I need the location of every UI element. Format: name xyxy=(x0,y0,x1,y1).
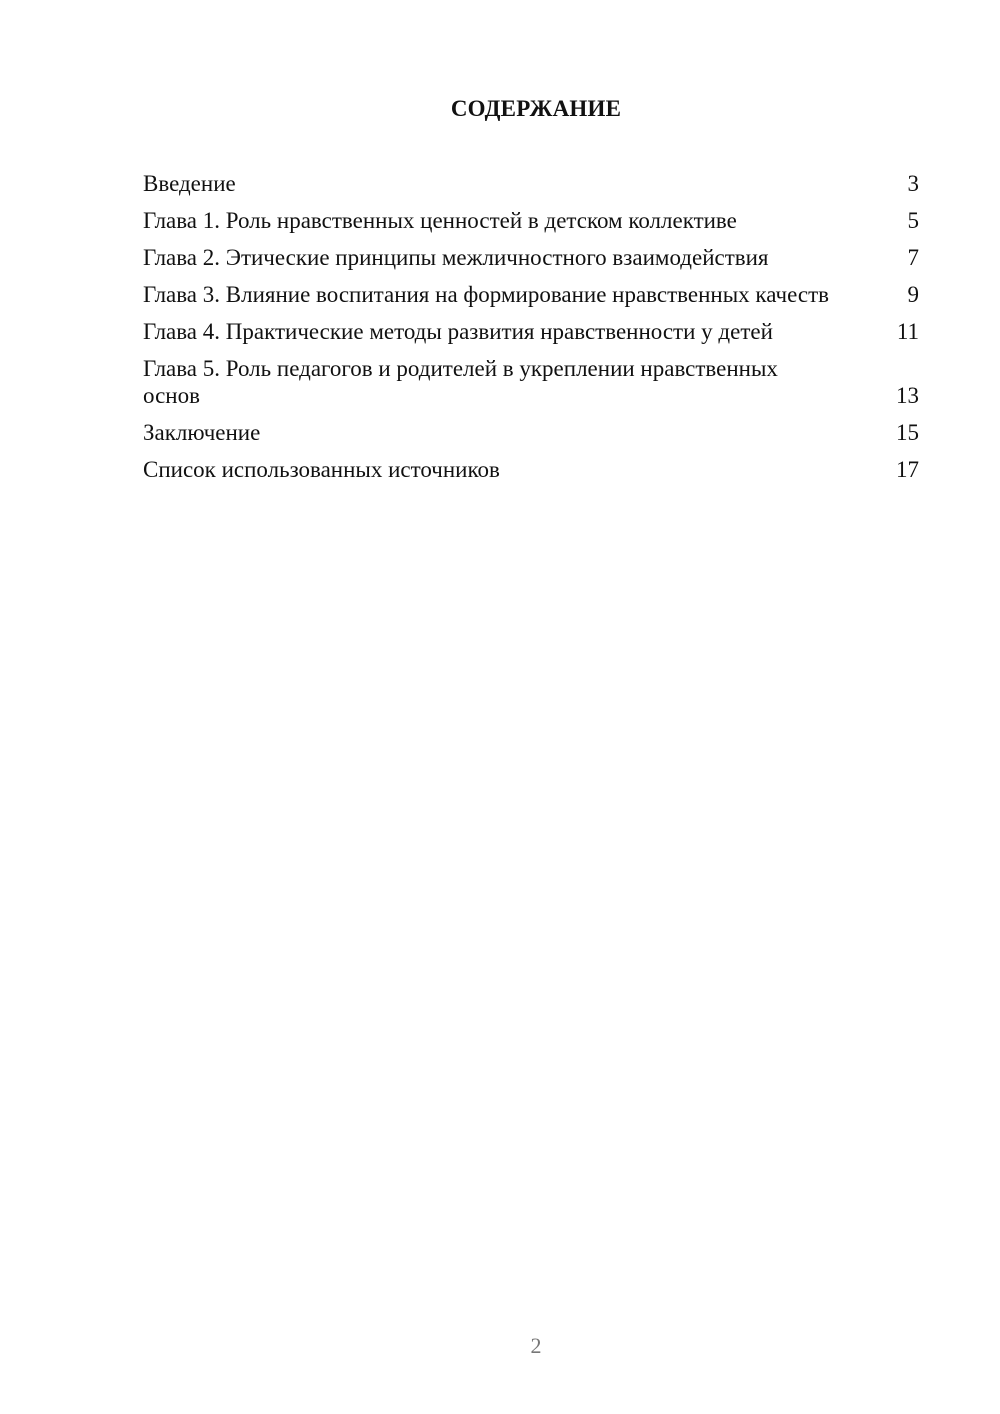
toc-entry-page: 7 xyxy=(907,245,919,270)
toc-entry-page: 5 xyxy=(907,208,919,233)
toc-entry-label: Глава 3. Влияние воспитания на формирование нравственных качеств xyxy=(143,282,830,307)
toc-entry-page: 17 xyxy=(896,457,919,482)
toc-entry-chapter-1 xyxy=(143,207,919,234)
toc-entry-page: 13 xyxy=(896,383,919,408)
toc-entry-label: Список использованных источников xyxy=(143,457,500,482)
toc-entry-introduction xyxy=(143,170,919,197)
toc-title: СОДЕРЖАНИЕ xyxy=(450,96,622,121)
toc-entry-references xyxy=(143,456,919,483)
toc-entry-page: 11 xyxy=(896,319,919,344)
toc-entry-conclusion xyxy=(143,419,919,446)
toc-entry-chapter-2 xyxy=(143,244,919,271)
toc-entry-label: Заключение xyxy=(143,420,261,445)
toc-entry-chapter-3 xyxy=(143,281,919,308)
toc-entry-label: Глава 5. Роль педагогов и родителей в укреплении нравственных основ xyxy=(143,356,778,408)
toc-entry-label: Глава 2. Этические принципы межличностного взаимодействия xyxy=(143,245,769,270)
toc-entry-label: Глава 1. Роль нравственных ценностей в детском коллективе xyxy=(143,208,737,233)
toc-entry-label: Глава 4. Практические методы развития нравственности у детей xyxy=(143,319,773,344)
page-number: 2 xyxy=(530,1333,542,1358)
toc-entry-page: 9 xyxy=(907,282,919,307)
toc-entry-page: 15 xyxy=(896,420,919,445)
toc-entry-label: Введение xyxy=(143,171,236,196)
toc-entry-chapter-4 xyxy=(143,318,919,345)
table-of-contents xyxy=(143,170,919,493)
toc-entry-chapter-5 xyxy=(143,355,919,409)
toc-entry-page: 3 xyxy=(907,171,919,196)
